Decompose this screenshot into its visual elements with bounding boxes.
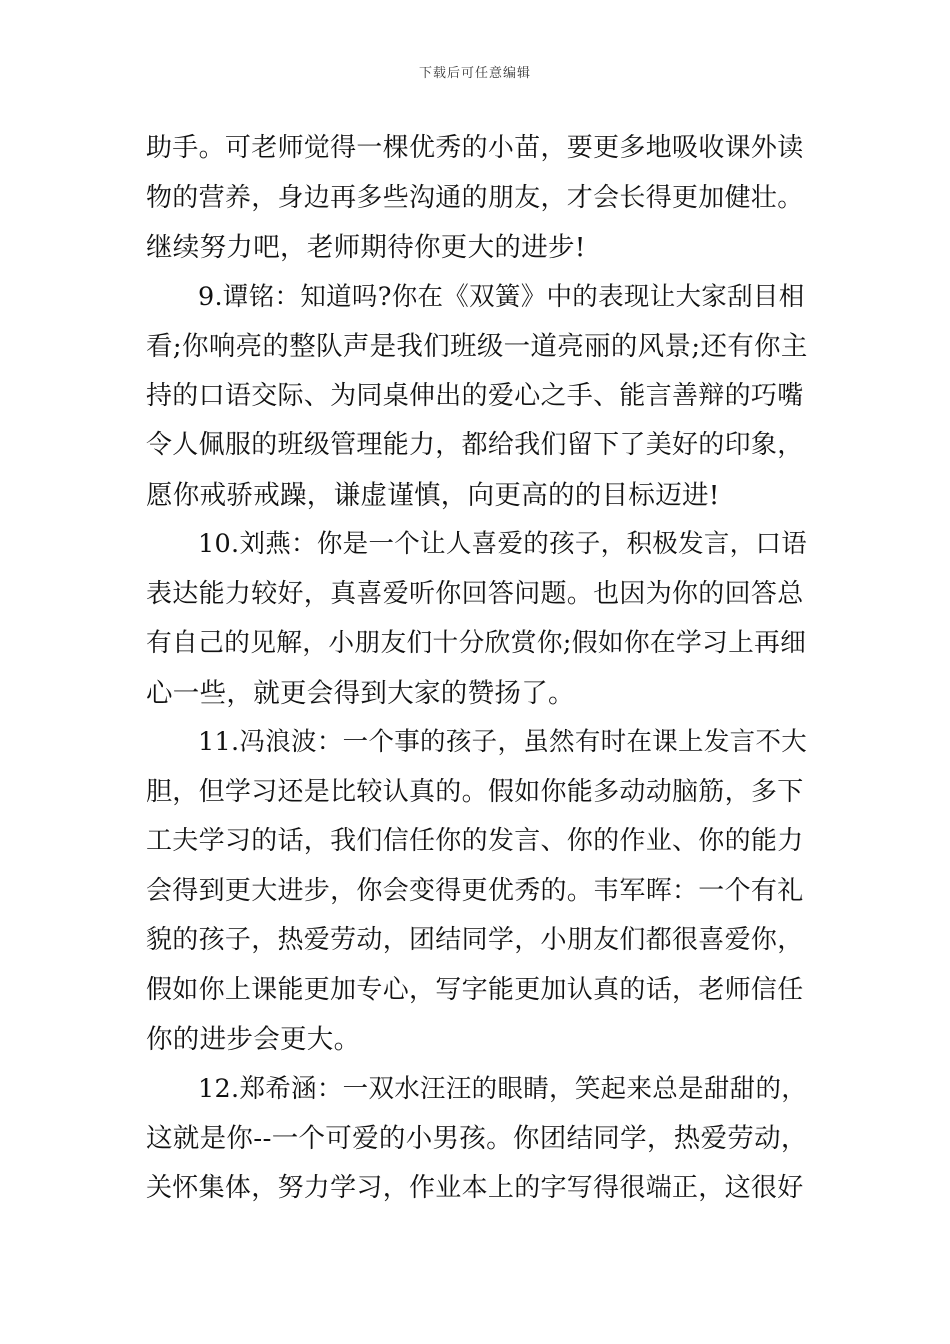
text-line: 继续努力吧，老师期待你更大的进步! (146, 232, 586, 263)
text-line: 表达能力较好，真喜爱听你回答问题。也因为你的回答总 (146, 578, 804, 609)
page-header: 下载后可任意编辑 (418, 66, 531, 81)
document-body (146, 124, 808, 1213)
text-line: 持的口语交际、为同桌伸出的爱心之手、能言善辩的巧嘴 (146, 380, 804, 411)
text-line: 愿你戒骄戒躁，谦虚谨慎，向更高的的目标迈进! (146, 479, 720, 511)
text-line: 会得到更大进步，你会变得更优秀的。韦军晖：一个有礼 (146, 875, 804, 906)
text-line: 物的营养，身边再多些沟通的朋友，才会长得更加健壮。 (146, 182, 804, 213)
paragraph-first-line: 12.郑希涵：一双水汪汪的眼睛，笑起来总是甜甜的， (198, 1073, 808, 1104)
text-line: 助手。可老师觉得一棵优秀的小苗，要更多地吸收课外读 (146, 133, 804, 163)
text-line: 心一些，就更会得到大家的赞扬了。 (146, 677, 575, 709)
text-line: 你的进步会更大。 (146, 1024, 361, 1055)
text-line: 关怀集体，努力学习，作业本上的字写得很端正，这很好 (146, 1172, 804, 1203)
text-line: 看;你响亮的整队声是我们班级一道亮丽的风景;还有你主 (146, 331, 808, 362)
text-line: 貌的孩子，热爱劳动，团结同学，小朋友们都很喜爱你， (146, 925, 804, 955)
text-line: 假如你上课能更加专心，写字能更加认真的话，老师信任 (146, 974, 804, 1005)
text-line: 胆，但学习还是比较认真的。假如你能多动动脑筋，多下 (146, 776, 804, 807)
text-line: 这就是你--一个可爱的小男孩。你团结同学，热爱劳动， (146, 1123, 808, 1154)
paragraph-first-line: 11.冯浪波：一个事的孩子，虽然有时在课上发言不大 (198, 727, 808, 757)
paragraph-first-line: 9.谭铭：知道吗?你在《双簧》中的表现让大家刮目相 (198, 281, 805, 312)
text-line: 令人佩服的班级管理能力，都给我们留下了美好的印象， (146, 430, 804, 460)
text-line: 有自己的见解，小朋友们十分欣赏你;假如你在学习上再细 (146, 628, 807, 658)
paragraph-first-line: 10.刘燕：你是一个让人喜爱的孩子，积极发言，口语 (198, 529, 808, 559)
text-line: 工夫学习的话，我们信任你的发言、你的作业、你的能力 (146, 826, 804, 856)
